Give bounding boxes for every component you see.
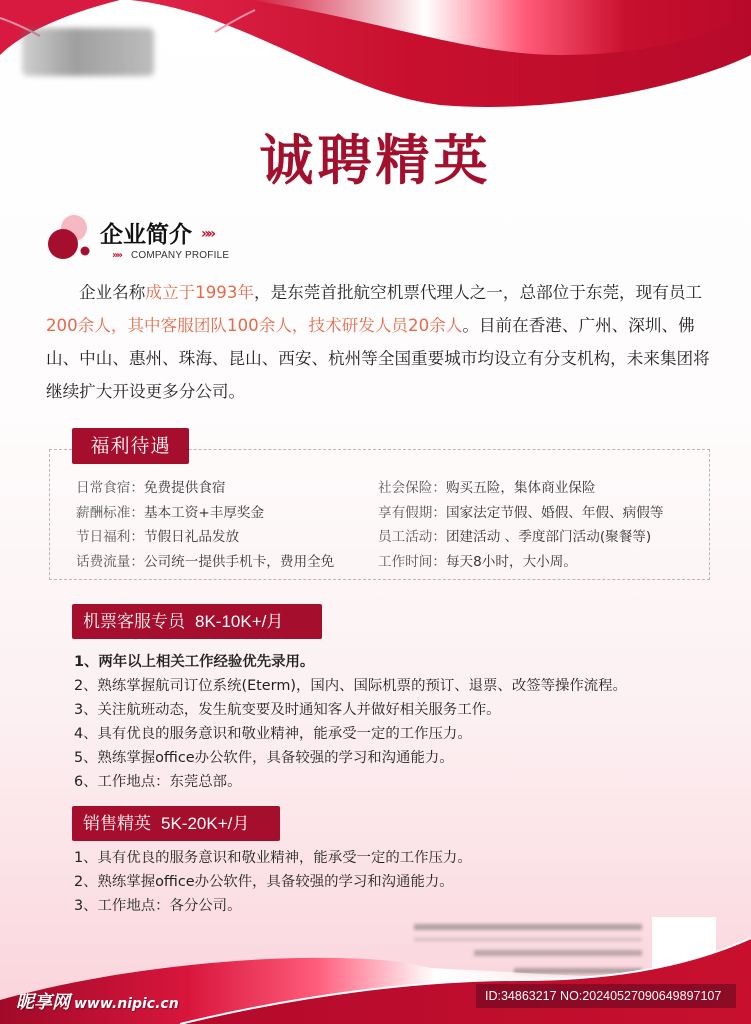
company-profile-title: 企业简介	[100, 222, 192, 248]
benefit-item: 日常食宿：免费提供食宿	[76, 480, 226, 496]
benefit-item: 话费流量：公司统一提供手机卡，费用全免	[76, 553, 335, 570]
intro-text: 。目前在香港、广州、深圳、佛山、中山、惠州、珠海、昆山、西安、杭州等全国重要城市均设立有分支机构，未来集团将继续扩大开设更多分公司。	[46, 316, 710, 401]
intro-text: 企业名称	[79, 283, 146, 302]
list-item: 6、工作地点：东莞总部。	[74, 774, 242, 790]
list-item: 3、关注航班动态，发生航变要及时通知客人并做好相关服务工作。	[74, 702, 501, 718]
list-item: 5、熟练掌握office办公软件，具备较强的学习和沟通能力。	[74, 750, 454, 766]
list-item: 1、两年以上相关工作经验优先录用。	[74, 654, 315, 670]
benefit-item: 薪酬标准：基本工资+丰厚奖金	[76, 504, 265, 521]
intro-highlight-founded: 成立于1993年	[145, 283, 254, 302]
company-intro-paragraph	[46, 276, 716, 408]
company-logo	[22, 28, 154, 76]
job-requirements-list	[74, 650, 744, 794]
benefit-item: 节日福利：节假日礼品发放	[76, 529, 240, 545]
list-item: 4、具有优良的服务意识和敬业精神，能承受一定的工作压力。	[74, 726, 472, 742]
intro-text: ，是东莞首批航空机票代理人之一，总部位于东莞，现有员工	[253, 283, 703, 302]
benefits-title: 福利待遇	[72, 428, 189, 464]
watermark-url: www.nipic.cn	[74, 996, 179, 1012]
intro-highlight-staff: 200余人，其中客服团队100余人，技术研发人员20余人	[46, 316, 463, 335]
job-salary: 5K-20K+/月	[161, 814, 250, 833]
job-title-sales: 销售精英 5K-20K+/月	[72, 806, 280, 841]
job-requirements-list	[74, 846, 744, 918]
chevron-right-small-icon: »»	[112, 250, 121, 261]
watermark-id: ID:34863217 NO:20240527090649897107	[476, 984, 736, 1008]
section-circles-icon	[46, 214, 90, 264]
list-item: 2、熟练掌握office办公软件，具备较强的学习和沟通能力。	[74, 874, 454, 890]
watermark-site: 昵享网 www.nipic.cn	[16, 992, 179, 1013]
benefit-item: 员工活动：团建活动 、季度部门活动(聚餐等)	[378, 529, 652, 545]
company-profile-subtitle: COMPANY PROFILE	[131, 250, 230, 261]
list-item: 2、熟练掌握航司订位系统(Eterm)，国内、国际机票的预订、退票、改签等操作流程。	[74, 678, 627, 694]
job-title-ticket-service: 机票客服专员 8K-10K+/月	[72, 604, 322, 639]
list-item: 3、工作地点：各分公司。	[74, 898, 242, 914]
benefit-item: 享有假期：国家法定节假、婚假、年假、病假等	[378, 504, 664, 521]
benefits-grid	[76, 476, 706, 574]
page-title: 诚聘精英	[259, 128, 492, 192]
benefit-item: 社会保险：购买五险，集体商业保险	[378, 480, 596, 496]
chevron-right-icon: »»	[201, 226, 214, 242]
job-salary: 8K-10K+/月	[195, 612, 284, 631]
list-item: 1、具有优良的服务意识和敬业精神，能承受一定的工作压力。	[74, 850, 472, 866]
benefit-item: 工作时间：每天8小时，大小周。	[378, 553, 577, 570]
